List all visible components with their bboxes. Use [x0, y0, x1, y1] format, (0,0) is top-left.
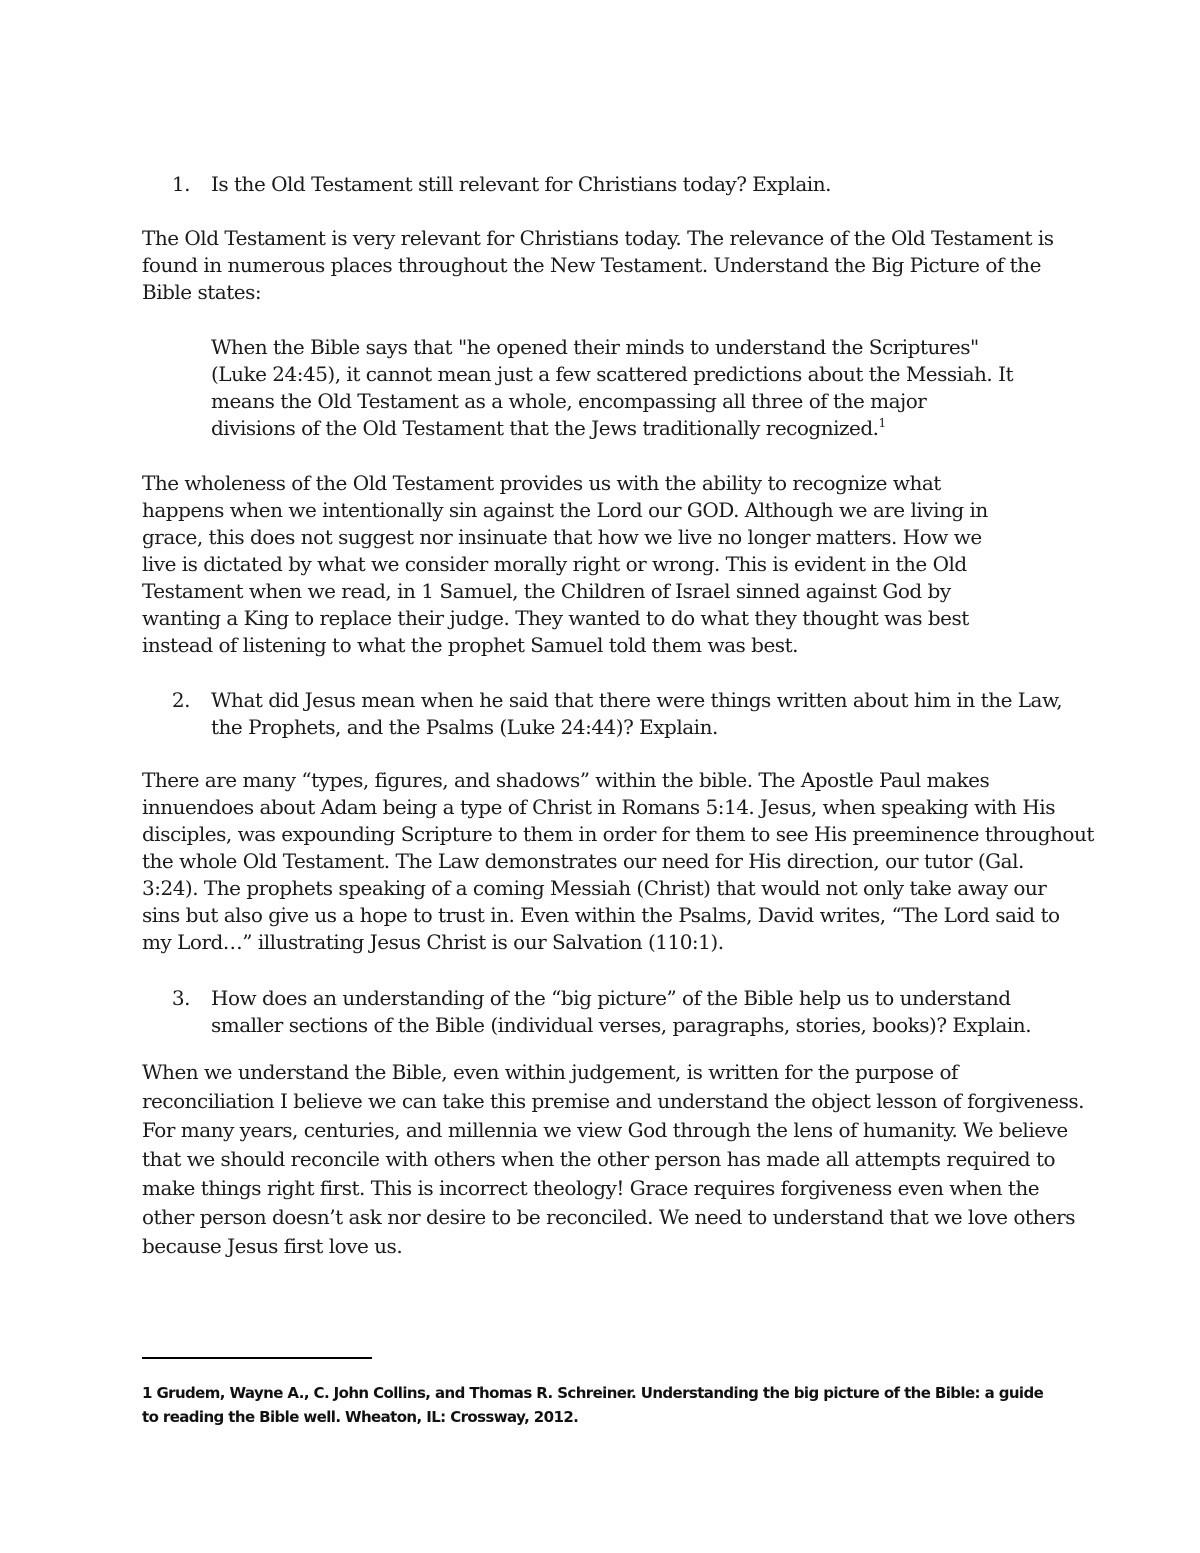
footnote: [142, 1381, 1043, 1429]
answer-3-line: other person doesn’t ask nor desire to be reconciled. We need to understand that we love others: [142, 1205, 1075, 1229]
question-2-number: 2.: [171, 688, 190, 712]
answer-2-line: 3:24). The prophets speaking of a coming Messiah (Christ) that would not only take away our: [142, 876, 1047, 900]
answer-1-line: wanting a King to replace their judge. They wanted to do what they thought was best: [142, 606, 969, 630]
answer-3-line: make things right first. This is incorrect theology! Grace requires forgiveness even when the: [142, 1176, 1040, 1200]
answer-2-line: sins but also give us a hope to trust in. Even within the Psalms, David writes, “The Lord said to: [142, 903, 1060, 927]
answer-1-line: live is dictated by what we consider morally right or wrong. This is evident in the Old: [142, 552, 967, 576]
answer-3-line: For many years, centuries, and millennia we view God through the lens of humanity. We believe: [142, 1118, 1068, 1142]
answer-3-line: that we should reconcile with others when the other person has made all attempts required to: [142, 1147, 1056, 1171]
question-1-number: 1.: [171, 172, 190, 196]
answer-1-line: The wholeness of the Old Testament provides us with the ability to recognize what: [142, 471, 941, 495]
footnote-line: 1 Grudem, Wayne A., C. John Collins, and Thomas R. Schreiner. Understanding the big picture of the Bible: a guide: [142, 1384, 1044, 1402]
question-3-number: 3.: [171, 986, 190, 1010]
answer-1-intro-line: found in numerous places throughout the New Testament. Understand the Big Picture of the: [142, 253, 1041, 277]
answer-3-body: [142, 1058, 1084, 1261]
question-3-text: [211, 985, 1031, 1039]
answer-1-line: Testament when we read, in 1 Samuel, the Children of Israel sinned against God by: [142, 579, 951, 603]
answer-1-intro: [142, 225, 1054, 306]
answer-2-line: the whole Old Testament. The Law demonstrates our need for His direction, our tutor (Gal.: [142, 849, 1024, 873]
answer-2-line: disciples, was expounding Scripture to them in order for them to see His preeminence throughout: [142, 822, 1094, 846]
footnote-line: to reading the Bible well. Wheaton, IL: Crossway, 2012.: [142, 1408, 579, 1426]
answer-1-intro-line: Bible states:: [142, 280, 262, 304]
footnote-separator: [142, 1357, 372, 1359]
block-quote-line: (Luke 24:45), it cannot mean just a few scattered predictions about the Messiah. It: [211, 362, 1014, 386]
question-1-text: Is the Old Testament still relevant for Christians today? Explain.: [211, 172, 831, 196]
answer-3-line: When we understand the Bible, even within judgement, is written for the purpose of: [142, 1060, 958, 1084]
question-2-text: [211, 687, 1062, 741]
question-2-line: the Prophets, and the Psalms (Luke 24:44)? Explain.: [211, 715, 718, 739]
answer-1-line: instead of listening to what the prophet Samuel told them was best.: [142, 633, 798, 657]
block-quote: [211, 334, 1013, 442]
answer-3-line: because Jesus first love us.: [142, 1234, 403, 1258]
answer-2-line: innuendoes about Adam being a type of Christ in Romans 5:14. Jesus, when speaking with His: [142, 795, 1055, 819]
block-quote-line: [211, 415, 1013, 442]
question-2-line: What did Jesus mean when he said that there were things written about him in the Law,: [211, 688, 1063, 712]
answer-2-body: [142, 767, 1094, 956]
answer-2-line: my Lord…” illustrating Jesus Christ is our Salvation (110:1).: [142, 930, 724, 954]
answer-3-line: reconciliation I believe we can take this premise and understand the object lesson of forgiveness.: [142, 1089, 1085, 1113]
footnote-reference[interactable]: 1: [878, 416, 886, 430]
answer-1-intro-line: The Old Testament is very relevant for Christians today. The relevance of the Old Testament is: [142, 226, 1054, 250]
answer-2-line: There are many “types, figures, and shadows” within the bible. The Apostle Paul makes: [142, 768, 990, 792]
question-3-line: How does an understanding of the “big picture” of the Bible help us to understand: [211, 986, 1011, 1010]
block-quote-line: When the Bible says that "he opened their minds to understand the Scriptures": [211, 335, 979, 359]
block-quote-line: means the Old Testament as a whole, encompassing all three of the major: [211, 389, 927, 413]
question-3-line: smaller sections of the Bible (individual verses, paragraphs, stories, books)? Explain.: [211, 1013, 1032, 1037]
answer-1-line: happens when we intentionally sin against the Lord our GOD. Although we are living in: [142, 498, 988, 522]
block-quote-last-text: divisions of the Old Testament that the Jews traditionally recognized.: [211, 416, 879, 440]
answer-1-body: [142, 470, 988, 659]
answer-1-line: grace, this does not suggest nor insinuate that how we live no longer matters. How we: [142, 525, 982, 549]
